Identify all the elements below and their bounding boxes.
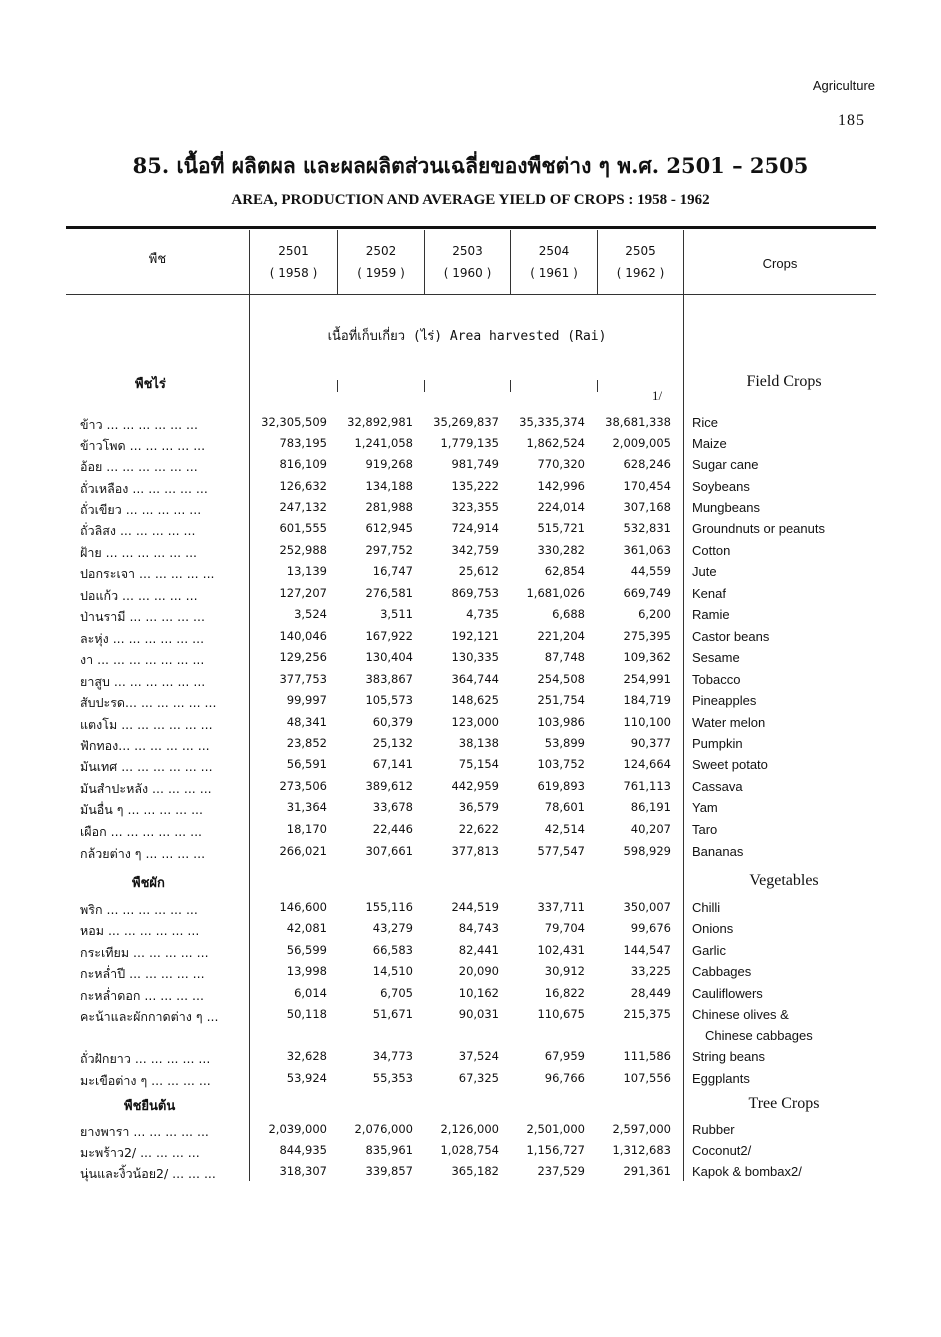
crop-name-thai: คะน้าและผักกาดต่าง ๆ ... <box>80 1009 219 1024</box>
column-header-year <box>511 240 597 284</box>
value-cell: 32,305,509 <box>261 415 327 429</box>
table-row <box>0 757 941 778</box>
value-cell: 1,241,058 <box>354 436 413 450</box>
value-cell: 13,139 <box>286 564 327 578</box>
crop-name-english: Sweet potato <box>692 757 768 772</box>
value-cell: 124,664 <box>623 757 671 771</box>
crop-name-thai: สับปะรด... ... ... ... ... ... <box>80 695 217 710</box>
table-row <box>0 500 941 521</box>
value-cell: 297,752 <box>365 543 413 557</box>
year-ad: ( 1961 ) <box>530 266 578 280</box>
value-cell: 2,501,000 <box>526 1122 585 1136</box>
year-be: 2502 <box>365 244 397 258</box>
value-cell: 103,986 <box>537 715 585 729</box>
column-header-crop-thai: พืช <box>148 252 167 267</box>
value-cell: 155,116 <box>365 900 413 914</box>
crop-name-thai: ข้าวโพด ... ... ... ... ... <box>80 438 206 453</box>
group-label-english: Tree Crops <box>748 1095 820 1112</box>
value-cell: 844,935 <box>279 1143 327 1157</box>
value-cell: 20,090 <box>458 964 499 978</box>
crop-name-english: Soybeans <box>692 479 750 494</box>
crop-name-english: Rice <box>692 415 719 430</box>
value-cell: 515,721 <box>537 521 585 535</box>
crop-name-english: Eggplants <box>692 1071 750 1086</box>
section-label: Agriculture <box>812 78 875 93</box>
value-cell: 275,395 <box>623 629 671 643</box>
value-cell: 237,529 <box>537 1164 585 1178</box>
value-cell: 105,573 <box>365 693 413 707</box>
value-cell: 40,207 <box>630 822 671 836</box>
group-label-english: Field Crops <box>746 373 822 390</box>
group-label-thai: พืชไร่ <box>135 377 166 392</box>
value-cell: 10,162 <box>458 986 499 1000</box>
crop-name-thai: ถั่วเขียว ... ... ... ... ... <box>80 502 202 517</box>
value-cell: 816,109 <box>279 457 327 471</box>
value-cell: 1,312,683 <box>612 1143 671 1157</box>
value-cell: 82,441 <box>458 943 499 957</box>
crop-name-thai: แตงโม ... ... ... ... ... ... <box>80 717 213 732</box>
value-cell: 90,031 <box>458 1007 499 1021</box>
value-cell: 102,431 <box>537 943 585 957</box>
table-row <box>0 693 941 714</box>
table-row <box>0 986 941 1007</box>
value-cell: 869,753 <box>451 586 499 600</box>
value-cell: 981,749 <box>451 457 499 471</box>
value-cell: 276,581 <box>365 586 413 600</box>
value-cell: 31,364 <box>286 800 327 814</box>
value-cell: 761,113 <box>623 779 671 793</box>
crop-name-thai: ป่านรามี ... ... ... ... ... <box>80 609 205 624</box>
value-cell: 273,506 <box>279 779 327 793</box>
value-cell: 79,704 <box>544 921 585 935</box>
value-cell: 266,021 <box>279 844 327 858</box>
table-row <box>0 629 941 650</box>
value-cell: 1,779,135 <box>440 436 499 450</box>
table-header-rule <box>66 294 876 295</box>
value-cell: 66,583 <box>372 943 413 957</box>
crop-name-thai: ละหุ่ง ... ... ... ... ... ... <box>80 631 205 646</box>
crop-name-english: Bananas <box>692 844 744 859</box>
value-cell: 350,007 <box>623 900 671 914</box>
table-row <box>0 564 941 585</box>
crop-name-english: Rubber <box>692 1122 735 1137</box>
crop-name-thai: ถั่วฝักยาว ... ... ... ... ... <box>80 1051 211 1066</box>
value-cell: 389,612 <box>365 779 413 793</box>
value-cell: 96,766 <box>544 1071 585 1085</box>
value-cell: 224,014 <box>537 500 585 514</box>
value-cell: 1,681,026 <box>526 586 585 600</box>
crop-name-thai: กะหล่ำดอก ... ... ... ... <box>80 988 204 1003</box>
value-cell: 1,028,754 <box>440 1143 499 1157</box>
value-cell: 34,773 <box>372 1049 413 1063</box>
value-cell: 50,118 <box>286 1007 327 1021</box>
crop-name-english: Yam <box>692 800 718 815</box>
crop-name-english: Groundnuts or peanuts <box>692 521 825 536</box>
value-cell: 291,361 <box>623 1164 671 1178</box>
value-cell: 23,852 <box>286 736 327 750</box>
value-cell: 123,000 <box>451 715 499 729</box>
crop-name-thai: มะเขือต่าง ๆ ... ... ... ... <box>80 1073 211 1088</box>
table-row <box>0 800 941 821</box>
value-cell: 148,625 <box>451 693 499 707</box>
table-row <box>0 1122 941 1143</box>
value-cell: 48,341 <box>286 715 327 729</box>
value-cell: 127,207 <box>279 586 327 600</box>
value-cell: 75,154 <box>458 757 499 771</box>
value-cell: 192,121 <box>451 629 499 643</box>
value-cell: 184,719 <box>623 693 671 707</box>
value-cell: 6,200 <box>638 607 671 621</box>
value-cell: 111,586 <box>623 1049 671 1063</box>
table-row <box>0 921 941 942</box>
crop-name-english: Coconut2/ <box>692 1143 752 1158</box>
crop-name-thai: พริก ... ... ... ... ... ... <box>80 902 198 917</box>
value-cell: 53,924 <box>286 1071 327 1085</box>
value-cell: 339,857 <box>365 1164 413 1178</box>
value-cell: 1,862,524 <box>526 436 585 450</box>
area-harvested-title: เนื้อที่เก็บเกี่ยว (ไร่) Area harvested (Rai) <box>327 329 607 344</box>
crop-name-english: Chinese olives & <box>692 1007 789 1022</box>
column-header-year <box>250 240 337 284</box>
value-cell: 835,961 <box>365 1143 413 1157</box>
value-cell: 167,922 <box>365 629 413 643</box>
value-cell: 330,282 <box>537 543 585 557</box>
value-cell: 337,711 <box>537 900 585 914</box>
crop-name-thai: ยาสูบ ... ... ... ... ... ... <box>80 674 206 689</box>
table-row <box>0 1007 941 1028</box>
value-cell: 110,100 <box>623 715 671 729</box>
value-cell: 577,547 <box>537 844 585 858</box>
value-cell: 2,076,000 <box>354 1122 413 1136</box>
value-cell: 14,510 <box>372 964 413 978</box>
value-cell: 323,355 <box>451 500 499 514</box>
value-cell: 56,599 <box>286 943 327 957</box>
value-cell: 3,524 <box>294 607 327 621</box>
crop-name-thai: มะพร้าว2/ ... ... ... ... <box>80 1145 200 1160</box>
value-cell: 43,279 <box>372 921 413 935</box>
value-cell: 60,379 <box>372 715 413 729</box>
value-cell: 78,601 <box>544 800 585 814</box>
year-ad: ( 1959 ) <box>357 266 405 280</box>
crop-name-thai: อ้อย ... ... ... ... ... ... <box>80 459 198 474</box>
value-cell: 99,997 <box>286 693 327 707</box>
value-cell: 281,988 <box>365 500 413 514</box>
value-cell: 1,156,727 <box>526 1143 585 1157</box>
crop-name-thai: งา ... ... ... ... ... ... ... <box>80 652 205 667</box>
value-cell: 383,867 <box>365 672 413 686</box>
table-row <box>0 415 941 436</box>
column-header-crop-english: Crops <box>762 256 798 271</box>
value-cell: 135,222 <box>451 479 499 493</box>
crop-name-thai: ยางพารา ... ... ... ... ... <box>80 1124 209 1139</box>
value-cell: 67,325 <box>458 1071 499 1085</box>
value-cell: 140,046 <box>279 629 327 643</box>
value-cell: 619,893 <box>537 779 585 793</box>
crop-name-thai: มันสำปะหลัง ... ... ... ... <box>80 781 212 796</box>
footnote-reference: 1/ <box>652 388 663 403</box>
page-number: 185 <box>838 112 865 129</box>
value-cell: 377,753 <box>279 672 327 686</box>
year-ad: ( 1958 ) <box>269 266 318 280</box>
crop-name-english: Cauliflowers <box>692 986 763 1001</box>
value-cell: 6,014 <box>294 986 327 1000</box>
crop-name-english: Kapok & bombax2/ <box>692 1164 802 1179</box>
value-cell: 37,524 <box>458 1049 499 1063</box>
table-title-thai: 85. เนื้อที่ ผลิตผล และผลผลิตส่วนเฉลี่ยของพืชต่าง ๆ พ.ศ. 2501 – 2505 <box>132 153 809 178</box>
column-header-year <box>598 240 683 284</box>
value-cell: 244,519 <box>451 900 499 914</box>
value-cell: 53,899 <box>544 736 585 750</box>
value-cell: 62,854 <box>544 564 585 578</box>
value-cell: 307,661 <box>365 844 413 858</box>
value-cell: 86,191 <box>630 800 671 814</box>
table-row <box>0 672 941 693</box>
value-cell: 33,225 <box>630 964 671 978</box>
value-cell: 254,991 <box>623 672 671 686</box>
crop-name-english: Sesame <box>692 650 740 665</box>
table-row <box>0 1071 941 1092</box>
column-divider <box>510 380 511 392</box>
value-cell: 342,759 <box>451 543 499 557</box>
value-cell: 669,749 <box>623 586 671 600</box>
table-row <box>0 1049 941 1070</box>
column-divider <box>597 380 598 392</box>
value-cell: 51,671 <box>372 1007 413 1021</box>
value-cell: 170,454 <box>623 479 671 493</box>
year-be: 2503 <box>452 244 483 258</box>
value-cell: 25,132 <box>372 736 413 750</box>
value-cell: 28,449 <box>630 986 671 1000</box>
crop-name-english: Cassava <box>692 779 743 794</box>
value-cell: 55,353 <box>372 1071 413 1085</box>
column-divider <box>424 380 425 392</box>
value-cell: 87,748 <box>544 650 585 664</box>
table-row <box>0 736 941 757</box>
group-label-english: Vegetables <box>749 872 819 889</box>
table-title-english: AREA, PRODUCTION AND AVERAGE YIELD OF CROPS : 1958 - 1962 <box>231 192 710 208</box>
value-cell: 6,705 <box>380 986 413 1000</box>
value-cell: 107,556 <box>623 1071 671 1085</box>
crop-name-thai: ถั่วเหลือง ... ... ... ... ... <box>80 481 208 496</box>
value-cell: 13,998 <box>286 964 327 978</box>
table-row <box>0 1143 941 1164</box>
year-be: 2504 <box>538 244 570 258</box>
table-row <box>0 586 941 607</box>
value-cell: 254,508 <box>537 672 585 686</box>
column-header-year <box>338 240 424 284</box>
crop-name-english: Onions <box>692 921 734 936</box>
value-cell: 2,009,005 <box>612 436 671 450</box>
value-cell: 215,375 <box>623 1007 671 1021</box>
year-be: 2501 <box>278 244 309 258</box>
table-row <box>0 457 941 478</box>
value-cell: 142,996 <box>537 479 585 493</box>
crop-name-english: Water melon <box>692 715 766 730</box>
table-row <box>0 1164 941 1185</box>
value-cell: 22,446 <box>372 822 413 836</box>
crop-name-english: Cotton <box>692 543 731 558</box>
value-cell: 16,822 <box>544 986 585 1000</box>
crop-name-thai: มันอื่น ๆ ... ... ... ... ... <box>80 802 203 817</box>
crop-name-english: Maize <box>692 436 727 451</box>
value-cell: 33,678 <box>372 800 413 814</box>
value-cell: 251,754 <box>537 693 585 707</box>
year-be: 2505 <box>625 244 656 258</box>
value-cell: 32,892,981 <box>347 415 413 429</box>
value-cell: 783,195 <box>279 436 327 450</box>
value-cell: 598,929 <box>623 844 671 858</box>
crop-name-thai: ปอแก้ว ... ... ... ... ... <box>80 588 198 603</box>
column-header-year <box>425 240 510 284</box>
crop-name-english: Ramie <box>692 607 730 622</box>
table-row <box>0 900 941 921</box>
table-row <box>0 964 941 985</box>
table-row <box>0 521 941 542</box>
crop-name-english: Pineapples <box>692 693 757 708</box>
crop-name-english: Garlic <box>692 943 726 958</box>
value-cell: 38,138 <box>458 736 499 750</box>
crop-name-english: Kenaf <box>692 586 726 601</box>
crop-name-english: Cabbages <box>692 964 752 979</box>
value-cell: 2,126,000 <box>440 1122 499 1136</box>
value-cell: 247,132 <box>279 500 327 514</box>
value-cell: 770,320 <box>537 457 585 471</box>
value-cell: 3,511 <box>380 607 413 621</box>
value-cell: 724,914 <box>451 521 499 535</box>
value-cell: 134,188 <box>365 479 413 493</box>
table-row <box>0 607 941 628</box>
group-label-thai: พืชยืนต้น <box>124 1099 176 1114</box>
value-cell: 126,632 <box>279 479 327 493</box>
table-row <box>0 650 941 671</box>
crop-name-english: Mungbeans <box>692 500 760 515</box>
value-cell: 919,268 <box>365 457 413 471</box>
table-row <box>0 779 941 800</box>
crop-name-english: Taro <box>692 822 718 837</box>
crop-name-thai: ปอกระเจา ... ... ... ... ... <box>80 566 215 581</box>
value-cell: 67,959 <box>544 1049 585 1063</box>
value-cell: 364,744 <box>451 672 499 686</box>
value-cell: 2,039,000 <box>268 1122 327 1136</box>
crop-name-english: Chilli <box>692 900 721 915</box>
value-cell: 130,404 <box>365 650 413 664</box>
crop-name-thai: กระเทียม ... ... ... ... ... <box>80 945 209 960</box>
value-cell: 35,269,837 <box>433 415 499 429</box>
crop-name-thai: มันเทศ ... ... ... ... ... ... <box>80 759 213 774</box>
crop-name-thai: ถั่วลิสง ... ... ... ... ... <box>80 523 196 538</box>
value-cell: 130,335 <box>451 650 499 664</box>
value-cell: 42,514 <box>544 822 585 836</box>
value-cell: 2,597,000 <box>612 1122 671 1136</box>
table-row <box>0 543 941 564</box>
table-row <box>0 943 941 964</box>
value-cell: 628,246 <box>623 457 671 471</box>
table-row <box>0 844 941 865</box>
value-cell: 221,204 <box>537 629 585 643</box>
group-label-thai: พืชผัก <box>132 876 165 891</box>
value-cell: 67,141 <box>372 757 413 771</box>
crop-name-english: Sugar cane <box>692 457 759 472</box>
value-cell: 612,945 <box>365 521 413 535</box>
table-row <box>0 715 941 736</box>
crop-name-thai: หอม ... ... ... ... ... ... <box>80 923 200 938</box>
crop-name-english: Castor beans <box>692 629 770 644</box>
value-cell: 35,335,374 <box>519 415 585 429</box>
crop-name-english: Jute <box>692 564 717 579</box>
value-cell: 18,170 <box>286 822 327 836</box>
crop-name-english: String beans <box>692 1049 765 1064</box>
value-cell: 146,600 <box>279 900 327 914</box>
value-cell: 56,591 <box>286 757 327 771</box>
crop-name-thai: นุ่นและงิ้วน้อย2/ ... ... ... <box>80 1166 216 1181</box>
table-top-rule <box>66 226 876 229</box>
crop-name-english: Tobacco <box>692 672 741 687</box>
value-cell: 377,813 <box>451 844 499 858</box>
crop-name-english-continued: Chinese cabbages <box>705 1028 813 1043</box>
crop-name-english: Pumpkin <box>692 736 743 751</box>
table-row <box>0 479 941 500</box>
value-cell: 99,676 <box>630 921 671 935</box>
value-cell: 4,735 <box>466 607 499 621</box>
table-row <box>0 436 941 457</box>
value-cell: 109,362 <box>623 650 671 664</box>
value-cell: 365,182 <box>451 1164 499 1178</box>
value-cell: 307,168 <box>623 500 671 514</box>
value-cell: 361,063 <box>623 543 671 557</box>
value-cell: 44,559 <box>630 564 671 578</box>
value-cell: 601,555 <box>279 521 327 535</box>
value-cell: 442,959 <box>451 779 499 793</box>
column-divider <box>337 380 338 392</box>
value-cell: 532,831 <box>623 521 671 535</box>
value-cell: 32,628 <box>286 1049 327 1063</box>
value-cell: 252,988 <box>279 543 327 557</box>
value-cell: 42,081 <box>286 921 327 935</box>
crop-name-thai: ข้าว ... ... ... ... ... ... <box>80 417 198 432</box>
year-ad: ( 1962 ) <box>616 266 665 280</box>
value-cell: 90,377 <box>630 736 671 750</box>
value-cell: 144,547 <box>623 943 671 957</box>
value-cell: 30,912 <box>544 964 585 978</box>
value-cell: 318,307 <box>279 1164 327 1178</box>
table-row <box>0 822 941 843</box>
value-cell: 36,579 <box>458 800 499 814</box>
value-cell: 110,675 <box>537 1007 585 1021</box>
year-ad: ( 1960 ) <box>443 266 492 280</box>
value-cell: 38,681,338 <box>605 415 671 429</box>
crop-name-thai: ฟักทอง... ... ... ... ... ... <box>80 738 210 753</box>
crop-name-thai: เผือก ... ... ... ... ... ... <box>80 824 203 839</box>
crop-name-thai: กล้วยต่าง ๆ ... ... ... ... <box>80 846 206 861</box>
value-cell: 84,743 <box>458 921 499 935</box>
value-cell: 22,622 <box>458 822 499 836</box>
crop-name-thai: ฝ้าย ... ... ... ... ... ... <box>80 545 198 560</box>
value-cell: 103,752 <box>537 757 585 771</box>
value-cell: 16,747 <box>372 564 413 578</box>
value-cell: 129,256 <box>279 650 327 664</box>
value-cell: 25,612 <box>458 564 499 578</box>
crop-name-thai: กะหล่ำปี ... ... ... ... ... <box>80 966 205 981</box>
value-cell: 6,688 <box>552 607 585 621</box>
